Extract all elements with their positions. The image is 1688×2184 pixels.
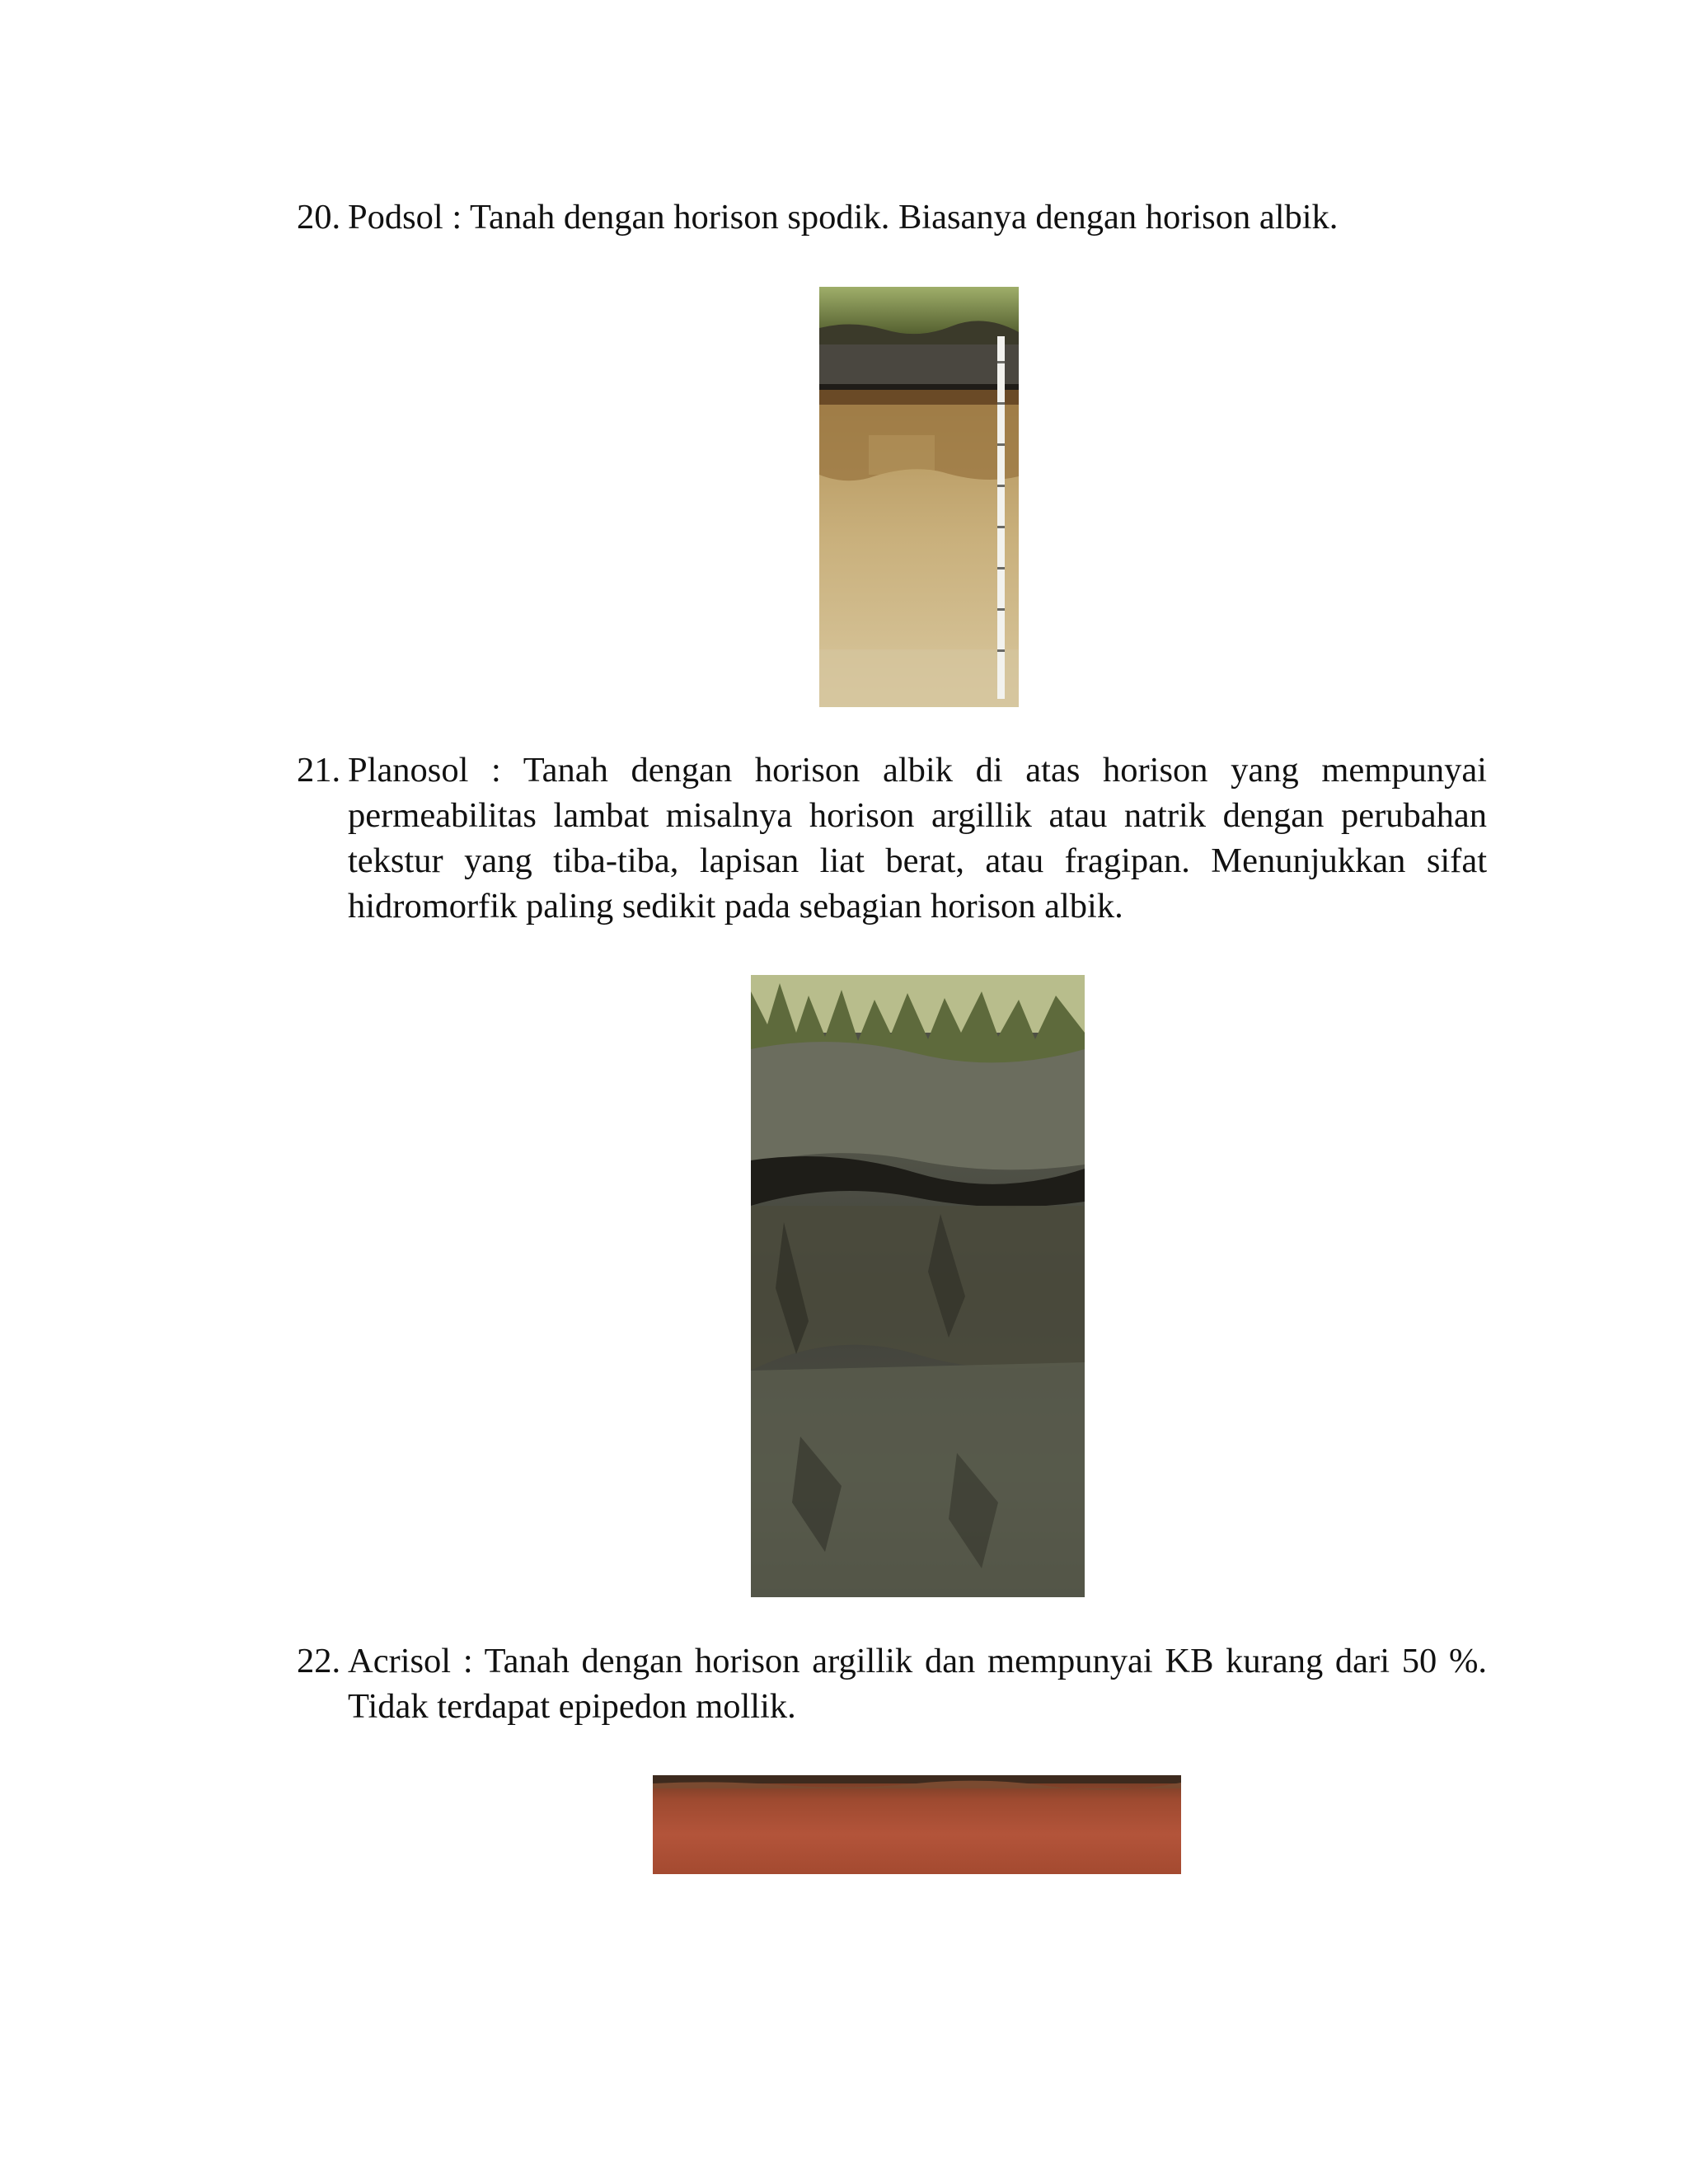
acrisol-soil-profile-image — [653, 1775, 1181, 1874]
podsol-soil-profile-image — [819, 287, 1019, 707]
list-item-acrisol — [297, 1638, 1487, 1729]
list-item-planosol — [297, 748, 1487, 929]
item-number: 21. — [297, 751, 341, 790]
item-description: Podsol : Tanah dengan horison spodik. Biasanya dengan horison albik. — [348, 198, 1339, 237]
item-description: Planosol : Tanah dengan horison albik di atas horison yang mempunyai permeabilitas lambat misalnya horison argillik atau natrik dengan perubahan tekstur yang tiba-tiba, lapisan liat berat, atau fragipan. Menunjukkan sifat hidromorfik paling sedikit pada sebagian horison albik. — [348, 751, 1487, 926]
list-item-podsol — [297, 194, 1487, 240]
planosol-soil-profile-image — [751, 975, 1085, 1597]
item-description: Acrisol : Tanah dengan horison argillik dan mempunyai KB kurang dari 50 %. Tidak terdapat epipedon mollik. — [348, 1642, 1487, 1726]
item-number: 20. — [297, 198, 341, 237]
item-number: 22. — [297, 1642, 341, 1680]
